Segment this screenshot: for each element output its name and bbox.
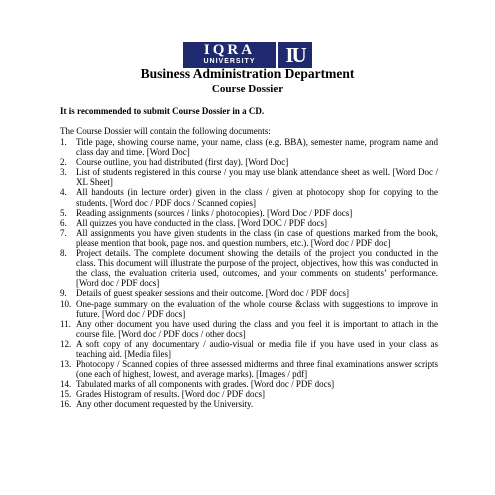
list-item <box>60 399 438 409</box>
list-item <box>60 167 438 187</box>
list-item <box>60 379 438 389</box>
list-item-text: One-page summary on the evaluation of the whole course &class with suggestions to improve in future. [Word doc / PDF docs] <box>76 298 438 319</box>
logo-wordmark <box>183 42 276 68</box>
list-item-text: Reading assignments (sources / links / photocopies). [Word Doc / PDF docs] <box>76 207 353 218</box>
list-item-number: 1. <box>60 137 67 147</box>
list-item <box>60 339 438 359</box>
list-item-number: 5. <box>60 207 67 218</box>
list-item-number: 15. <box>60 389 72 400</box>
list-item <box>60 319 438 339</box>
list-item <box>60 157 438 167</box>
recommendation-note: It is recommended to submit Course Dossier in a CD. <box>60 106 265 116</box>
list-item-number: 14. <box>60 379 72 390</box>
list-item <box>60 218 438 228</box>
list-item-text: All quizzes you have conducted in the class. [Word DOC / PDF docs] <box>76 217 327 228</box>
list-item <box>60 208 438 218</box>
list-item-number: 3. <box>60 167 67 178</box>
list-item-number: 9. <box>60 288 67 299</box>
list-item <box>60 137 438 157</box>
list-item-text: Project details. The complete document showing the details of the project you conducted in the class. This document will illustrate the purpose of the project, objectives, how this was conducted in the class, the evaluation criteria used, outcomes, and your comments on students’ performance. [Word doc / PDF docs] <box>76 248 438 289</box>
list-item-text: All handouts (in lecture order) given in the class / given at photocopy shop for copying to the students. [Word doc / PDF docs / Scanned copies] <box>76 187 438 208</box>
document-title: Course Dossier <box>211 83 284 95</box>
list-item-number: 8. <box>60 248 67 259</box>
list-item <box>60 288 438 298</box>
list-item-number: 6. <box>60 217 67 228</box>
list-item-text: Title page, showing course name, your name, class (e.g. BBA), semester name, program name and class day and time. [Word Doc] <box>76 137 438 158</box>
list-item-text: Course outline, you had distributed (first day). [Word Doc] <box>76 157 289 168</box>
list-item-number: 4. <box>60 187 67 198</box>
list-item-number: 16. <box>60 399 72 410</box>
list-item-text: Grades Histogram of results. [Word doc / PDF docs] <box>76 389 265 400</box>
university-logo <box>183 42 312 68</box>
list-item <box>60 299 438 319</box>
list-item <box>60 248 438 288</box>
list-item <box>60 187 438 207</box>
list-item-number: 7. <box>60 227 67 238</box>
list-item-number: 10. <box>60 298 72 309</box>
logo-text-university: UNIVERSITY <box>203 58 256 65</box>
list-item <box>60 389 438 399</box>
list-item-number: 12. <box>60 338 72 349</box>
logo-mark: IU <box>278 42 312 68</box>
list-item-text: Any other document requested by the University. <box>76 399 254 410</box>
list-item-text: Details of guest speaker sessions and their outcome. [Word doc / PDF docs] <box>76 288 349 299</box>
list-item-number: 2. <box>60 157 67 168</box>
list-item-text: Tabulated marks of all components with grades. [Word doc / PDF docs] <box>76 379 335 390</box>
document-list <box>60 137 438 410</box>
department-heading: Business Administration Department <box>140 66 355 81</box>
intro-text: The Course Dossier will contain the following documents: <box>60 126 271 136</box>
logo-text-iqra: IQRA <box>203 42 256 58</box>
list-item-text: List of students registered in this course / you may use blank attendance sheet as well. [Word Doc / XL Sheet] <box>76 167 438 188</box>
list-item-text: Photocopy / Scanned copies of three assessed midterms and three final examinations answer scripts (one each of highest, lowest, and average marks). [Images / pdf] <box>76 359 438 380</box>
list-item <box>60 228 438 248</box>
list-item-number: 13. <box>60 359 72 370</box>
list-item-number: 11. <box>60 318 71 329</box>
list-item-text: A soft copy of any documentary / audio-visual or media file if you have used in your class as teaching aid. [Media files] <box>76 338 438 359</box>
list-item-text: Any other document you have used during the class and you feel it is important to attach in the course file. [Word doc / PDF docs / other docs] <box>76 318 438 339</box>
list-item-text: All assignments you have given students in the class (in case of questions marked from the book, please mention that book, page nos. and question numbers, etc.). [Word doc / PDF doc] <box>76 227 438 248</box>
list-item <box>60 359 438 379</box>
